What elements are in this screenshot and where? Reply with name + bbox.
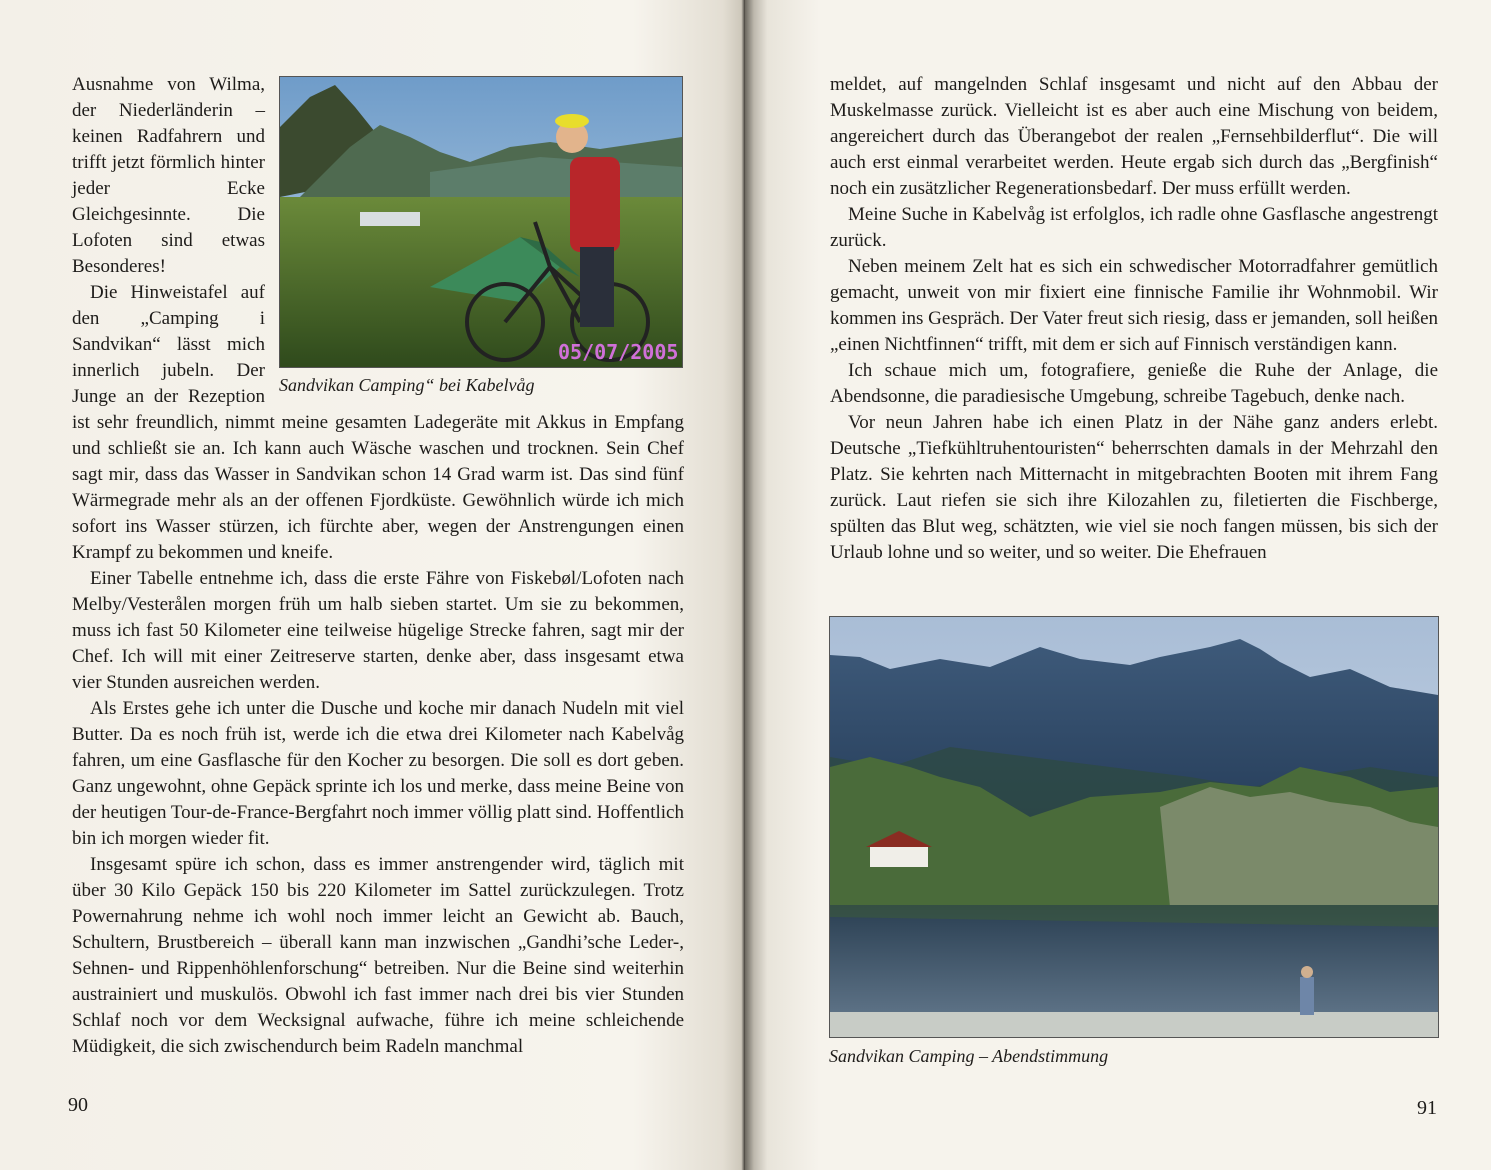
camping-figure-caption: Sandvikan Camping“ bei Kabelvåg xyxy=(279,375,535,395)
camping-figure xyxy=(279,76,684,398)
fjord-photo-drawing xyxy=(830,617,1438,1037)
fjord-photo xyxy=(829,616,1439,1038)
paragraph-4: Als Erstes gehe ich unter die Dusche und koche mir danach Nudeln mit viel Butter. Da es noch früh ist, werde ich die etwa drei Kilometer nach Kabelvåg fahren, um eine Gasflasche für den Kocher zu besorgen. Die soll es dort geben. Ganz ungewohnt, ohne Gepäck sprinte ich los und merke, dass meine Beine von der heutigen Tour-de-France-Bergfahrt noch immer völlig platt sind. Hoffentlich bin ich morgen wieder fit. xyxy=(72,698,684,849)
left-page-text xyxy=(72,72,684,1060)
paragraph-1: meldet, auf mangelnden Schlaf insgesamt und nicht auf den Abbau der Muskelmasse zurück. Vielleicht ist es aber auch eine Mischung von beidem, angereichert durch das Überangebot der realen „Fernsehbilderflut“. Die will auch erst einmal verarbeitet werden. Heute ergab sich durch das „Bergfinish“ noch ein zusätzlicher Regenerationsbedarf. Der muss erfüllt werden. xyxy=(830,74,1438,199)
paragraph-4: Ich schaue mich um, fotografiere, genieße die Ruhe der Anlage, die Abendsonne, die paradiesische Umgebung, schreibe Tagebuch, denke nach. xyxy=(830,360,1438,407)
left-page xyxy=(0,0,745,1170)
evening-figure-caption: Sandvikan Camping – Abendstimmung xyxy=(829,1046,1109,1066)
cyclist-photo-drawing xyxy=(280,77,682,367)
right-page xyxy=(745,0,1491,1170)
right-page-text xyxy=(830,72,1438,566)
photo-date-stamp: 05/07/2005 xyxy=(558,340,679,364)
paragraph-2: Die Hinweistafel auf den „Camping i Sandvikan“ lässt mich innerlich jubeln. Der Junge an der Rezeption ist sehr freundlich, nimmt meine gesamten Ladegeräte mit Akkus in Empfang und schließt sie an. Ich kann auch Wäsche waschen und trocknen. Sein Chef sagt mir, dass das Wasser in Sandvikan schon 14 Grad warm ist. Das sind fünf Wärmegrade mehr als an der offenen Fjordküste. Gewöhnlich würde ich mich sofort ins Wasser stürzen, ich fürchte aber, wegen der Anstrengungen einen Krampf zu bekommen und kneife. xyxy=(72,282,684,563)
paragraph-3: Einer Tabelle entnehme ich, dass die erste Fähre von Fiskebøl/Lofoten nach Melby/Vesterålen morgen früh um halb sieben startet. Um sie zu bekommen, muss ich fast 50 Kilometer eine teilweise hügelige Strecke fahren, sagt mir der Chef. Ich will mit einer Zeitreserve starten, denke aber, dass insgesamt etwa vier Stunden ausreichen werden. xyxy=(72,568,684,693)
paragraph-5: Insgesamt spüre ich schon, dass es immer anstrengender wird, täglich mit über 30 Kilo Gepäck 150 bis 220 Kilometer im Sattel zurückzulegen. Trotz Powernahrung nehme ich wohl noch immer leicht an Gewicht ab. Bauch, Schultern, Brustbereich – überall kann man inzwischen „Gandhi’sche Leder-, Sehnen- und Rippenhöhlenforschung“ betreiben. Nur die Beine sind weiterhin austrainiert und muskulös. Obwohl ich fast immer nach drei bis vier Stunden Schlaf noch vor dem Wecksignal aufwache, führe ich meine schleichende Müdigkeit, die sich zwischendurch beim Radeln manchmal xyxy=(72,854,684,1057)
paragraph-1: Ausnahme von Wilma, der Niederländerin – keinen Radfahrern und trifft jetzt förmlich hinter jeder Ecke Gleichgesinnte. Die Lofoten sind etwas Besonderes! xyxy=(72,74,265,277)
paragraph-2: Meine Suche in Kabelvåg ist erfolglos, ich radle ohne Gasflasche angestrengt zurück. xyxy=(830,204,1438,251)
page-number-right: 91 xyxy=(1417,1097,1437,1119)
cyclist-photo xyxy=(279,76,683,368)
paragraph-5: Vor neun Jahren habe ich einen Platz in der Nähe ganz anders erlebt. Deutsche „Tiefkühltruhentouristen“ beherrschten damals in der Mehrzahl den Platz. Sie kehrten nach Mitternacht in mitgebrachten Booten mit ihrem Fang zurück. Laut riefen sie sich ihre Kilozahlen zu, filetierten die Fischberge, spülten das Blut weg, schätzten, wie viel sie noch fangen müssen, bis sich der Urlaub lohne und so weiter, und so weiter. Die Ehefrauen xyxy=(830,412,1438,563)
page-number-left: 90 xyxy=(68,1094,88,1116)
paragraph-3: Neben meinem Zelt hat es sich ein schwedischer Motorradfahrer gemütlich gemacht, unweit von mir fixiert eine finnische Familie ihr Wohnmobil. Wir kommen ins Gespräch. Der Vater freut sich riesig, dass er jemanden, soll heißen „einen Nichtfinnen“ trifft, mit dem er sich auf Finnisch verständigen kann. xyxy=(830,256,1438,355)
